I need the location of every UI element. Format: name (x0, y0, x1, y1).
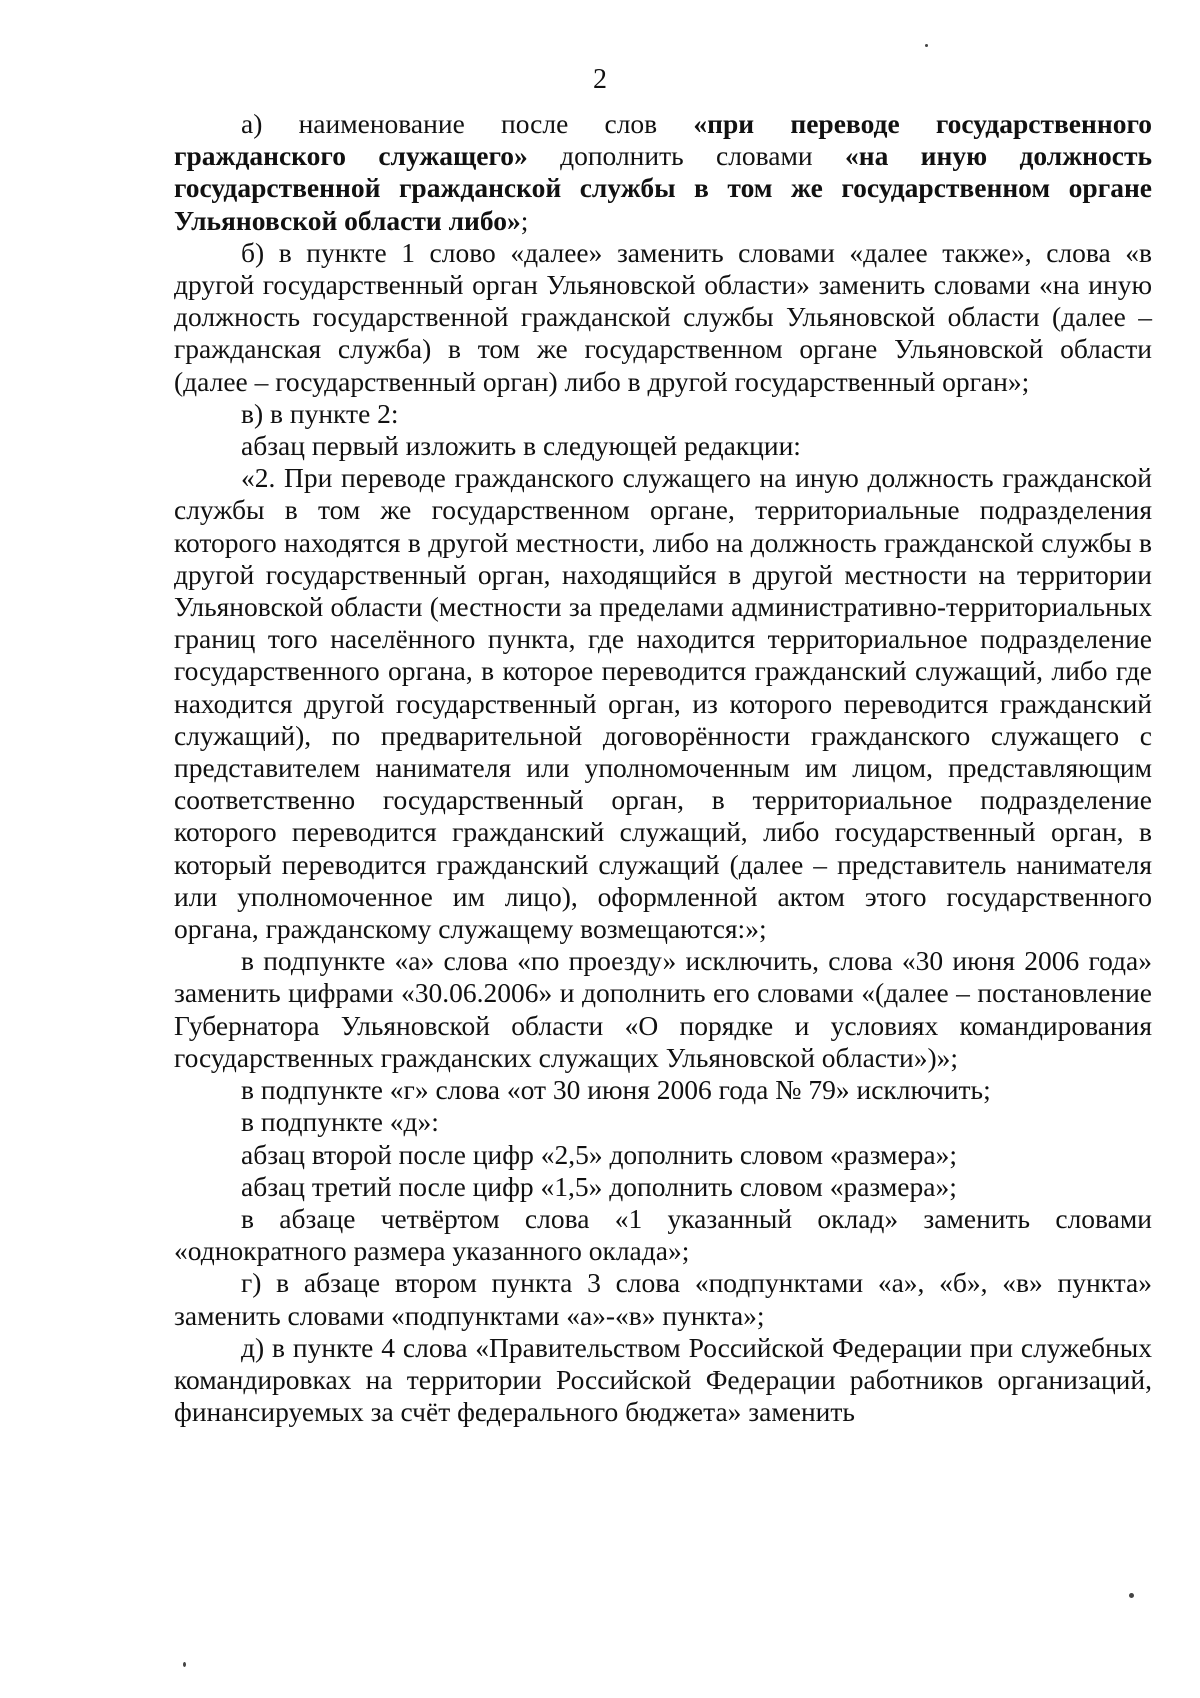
paragraph-a-bold-2: «на иную должность государственной гражданской службы в том же государственном органе Ульяновской области либо» (174, 140, 1152, 236)
document-body (174, 108, 1152, 1428)
paragraph-second-abzac: абзац второй после цифр «2,5» дополнить словом «размера»; (241, 1138, 957, 1170)
paragraph-a-text-2: дополнить словами (527, 140, 845, 172)
paragraph-fourth-abzac: в абзаце четвёртом слова «1 указанный оклад» заменить словами «однократного размера указанного оклада»; (174, 1202, 1152, 1267)
paragraph-v: в) в пункте 2: (241, 397, 399, 429)
paragraph-new-point-2: «2. При переводе гражданского служащего на иную должность гражданской службы в том же государственном органе, территориальные подразделения которого находятся в другой местности, либо на должность гражданской службы в другой государственный орган, находящийся в другой местности на территории Ульяновской области (местности за пределами административно-территориальных границ того населённого пункта, где находится территориальное подразделение государственного органа, в которое переводится гражданский служащий, либо где находится другой государственный орган, из которого переводится гражданский служащий), по предварительной договорённости гражданского служащего с представителем нанимателя или уполномоченным им лицом, представляющим соответственно государственный орган, в территориальное подразделение которого переводится гражданский служащий, либо государственный орган, в который переводится гражданский служащий (далее – представитель нанимателя или уполномоченное им лицо), оформленной актом этого государственного органа, гражданскому служащему возмещаются:»; (174, 462, 1152, 945)
paragraph-d: д) в пункте 4 слова «Правительством Российской Федерации при служебных командировках на территории Российской Федерации работников организаций, финансируемых за счёт федерального бюджета» заменить (174, 1331, 1152, 1428)
paragraph-third-abzac: абзац третий после цифр «1,5» дополнить словом «размера»; (241, 1170, 957, 1202)
scan-speck (925, 44, 928, 47)
paragraph-b: б) в пункте 1 слово «далее» заменить словами «далее также», слова «в другой государственный орган Ульяновской области» заменить словами «на иную должность государственной гражданской службы Ульяновской области (далее – гражданская служба) в том же государственном органе Ульяновской области (далее – государственный орган) либо в другой государственный орган»; (174, 236, 1152, 397)
page-number: 2 (593, 64, 607, 95)
paragraph-a-text-1: а) наименование после слов (241, 108, 694, 139)
paragraph-subpoint-d: в подпункте «д»: (241, 1106, 439, 1138)
scan-speck (183, 1662, 186, 1667)
paragraph-a-bold-1: «при переводе государственного гражданского служащего» (174, 108, 1153, 172)
paragraph-g: г) в абзаце втором пункта 3 слова «подпунктами «а», «б», «в» пункта» заменить словами «подпунктами «а»-«в» пункта»; (174, 1267, 1152, 1331)
paragraph-edit-instruction: абзац первый изложить в следующей редакции: (241, 430, 801, 462)
paragraph-a (174, 108, 1152, 237)
paragraph-a-text-3: ; (520, 204, 529, 236)
paragraph-subpoint-a: в подпункте «а» слова «по проезду» исключить, слова «30 июня 2006 года» заменить цифрами «30.06.2006» и дополнить его словами «(далее – постановление Губернатора Ульяновской области «О порядке и условиях командирования государственных гражданских служащих Ульяновской области»)»; (174, 945, 1152, 1073)
scan-speck (1129, 1593, 1134, 1598)
paragraph-subpoint-g: в подпункте «г» слова «от 30 июня 2006 года № 79» исключить; (241, 1074, 991, 1106)
